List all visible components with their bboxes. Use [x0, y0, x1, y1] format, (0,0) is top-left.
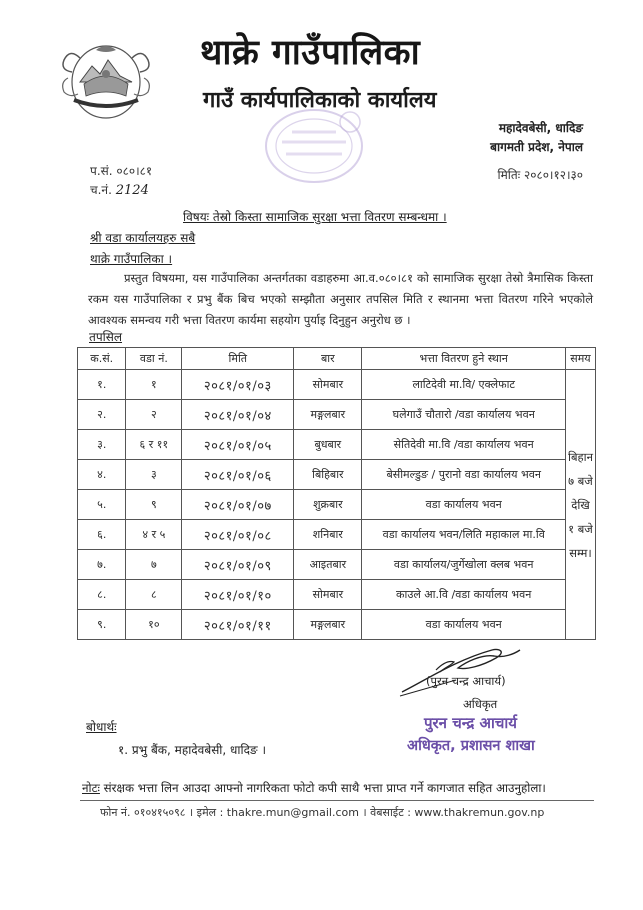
tapasil-label: तपसिल	[89, 330, 123, 344]
cell-place: वडा कार्यालय भवन	[362, 610, 566, 640]
note	[82, 780, 546, 796]
letter-subject: विषयः तेस्रो किस्ता सामाजिक सुरक्षा भत्ता वितरण सम्बन्धमा ।	[183, 210, 447, 224]
cell-day: बुधबार	[294, 430, 362, 460]
col-header-place: भत्ता वितरण हुने स्थान	[362, 348, 566, 370]
cell-ward: १०	[126, 610, 182, 640]
cell-sn: ७.	[78, 550, 126, 580]
cell-day: सोमबार	[294, 370, 362, 400]
time-line: देखि	[571, 497, 590, 512]
cell-sn: १.	[78, 370, 126, 400]
cell-date: २०८१/०१/११	[182, 610, 294, 640]
cell-day: शुक्रबार	[294, 490, 362, 520]
col-header-time: समय	[565, 348, 595, 370]
time-line: १ बजे	[568, 521, 593, 536]
table-row	[78, 490, 596, 520]
table-row	[78, 580, 596, 610]
addressee-line1: श्री वडा कार्यालयहरु सबै	[90, 231, 196, 245]
cell-sn: ५.	[78, 490, 126, 520]
cell-date: २०८१/०१/०८	[182, 520, 294, 550]
signatory-role: अधिकृत	[463, 697, 498, 711]
stamp-signatory-role: अधिकृत, प्रशासन शाखा	[407, 738, 535, 754]
distribution-schedule-table	[77, 347, 596, 640]
cell-ward: १	[126, 370, 182, 400]
cell-ward: ९	[126, 490, 182, 520]
cell-sn: ६.	[78, 520, 126, 550]
cell-place: वडा कार्यालय/जुर्गेखोला क्लब भवन	[362, 550, 566, 580]
cell-day: आइतबार	[294, 550, 362, 580]
bodhartha-label: बोधार्थः	[86, 720, 117, 734]
table-header-row	[78, 348, 596, 370]
government-emblem-icon	[50, 38, 162, 122]
cell-day: शनिबार	[294, 520, 362, 550]
table-row	[78, 430, 596, 460]
cell-date: २०८१/०१/०९	[182, 550, 294, 580]
table-row	[78, 460, 596, 490]
cell-sn: २.	[78, 400, 126, 430]
cell-day: बिहिबार	[294, 460, 362, 490]
table-row	[78, 610, 596, 640]
cell-place: बेसीमल्डुङ / पुरानो वडा कार्यालय भवन	[362, 460, 566, 490]
note-text: संरक्षक भत्ता लिन आउदा आफ्नो नागरिकता फोटो कपी साथै भत्ता प्राप्त गर्ने कागजात सहित आउनुहोला।	[99, 781, 546, 795]
faint-stamp-watermark	[258, 102, 370, 190]
cell-date: २०८१/०१/१०	[182, 580, 294, 610]
cell-sn: ९.	[78, 610, 126, 640]
col-header-date: मिति	[182, 348, 294, 370]
cell-ward: ४ र ५	[126, 520, 182, 550]
chalani-handwritten-number: 2124	[115, 183, 149, 198]
chalani-number	[90, 181, 149, 198]
footer-divider	[80, 800, 594, 801]
bodhartha-item: १. प्रभु बैंक, महादेवबेसी, धादिङ ।	[118, 743, 267, 757]
col-header-day: बार	[294, 348, 362, 370]
col-header-sn: क.सं.	[78, 348, 126, 370]
letter-date: मितिः २०८०।१२।३०	[497, 168, 583, 182]
table-row	[78, 370, 596, 400]
letter-body: प्रस्तुत विषयमा, यस गाउँपालिका अन्तर्गतका वडाहरुमा आ.व.०८०।८१ को सामाजिक सुरक्षा तेस्रो त्रैमासिक किस्ता रकम यस गाउँपालिका र प्रभु बैंक बिच भएको सम्झौता अनुसार तपसिल मिति र स्थानमा भत्ता वितरण गरिने भएकोले आवश्यक समन्वय गरी भत्ता वितरण कार्यमा सहयोग पुर्याइ दिनुहुन अनुरोध छ ।	[88, 271, 593, 327]
municipality-title: थाक्रे गाउँपालिका	[200, 33, 421, 73]
table-row	[78, 520, 596, 550]
cell-date: २०८१/०१/०५	[182, 430, 294, 460]
cell-day: सोमबार	[294, 580, 362, 610]
table-row	[78, 400, 596, 430]
cell-ward: ७	[126, 550, 182, 580]
cell-sn: ४.	[78, 460, 126, 490]
office-subtitle: गाउँ कार्यपालिकाको कार्यालय	[203, 88, 437, 113]
cell-day: मङ्गलबार	[294, 400, 362, 430]
signatory-written-name: (पुरन चन्द्र आचार्य)	[426, 674, 506, 688]
cell-time	[565, 370, 595, 640]
cell-place: वडा कार्यालय भवन	[362, 490, 566, 520]
time-line: सम्म।	[569, 545, 592, 560]
office-location-line1: महादेवबेसी, धादिङ	[498, 121, 583, 135]
cell-ward: ८	[126, 580, 182, 610]
cell-date: २०८१/०१/०३	[182, 370, 294, 400]
cell-place: सेतिदेवी मा.वि /वडा कार्यालय भवन	[362, 430, 566, 460]
time-line: बिहान	[567, 449, 593, 464]
cell-ward: ३	[126, 460, 182, 490]
patra-sankhya: प.सं. ०८०।८१	[90, 164, 153, 178]
chalani-label: च.नं.	[90, 183, 112, 197]
table-row	[78, 550, 596, 580]
cell-place: वडा कार्यालय भवन/लिति महाकाल मा.वि	[362, 520, 566, 550]
cell-day: मङ्गलबार	[294, 610, 362, 640]
cell-sn: ३.	[78, 430, 126, 460]
note-label: नोटः	[82, 781, 100, 795]
cell-place: लाटिदेवी मा.वि/ एक्लेफाट	[362, 370, 566, 400]
handwritten-signature	[396, 640, 526, 700]
cell-date: २०८१/०१/०६	[182, 460, 294, 490]
cell-place: काउले आ.वि /वडा कार्यालय भवन	[362, 580, 566, 610]
cell-date: २०८१/०१/०७	[182, 490, 294, 520]
cell-ward: ६ र ११	[126, 430, 182, 460]
cell-sn: ८.	[78, 580, 126, 610]
footer-contact: फोन नं. ०१०४१५०९८ । इमेल : thakre.mun@gmail.com । वेबसाईट : www.thakremun.gov.np	[100, 806, 545, 819]
cell-ward: २	[126, 400, 182, 430]
time-line: ७ बजे	[568, 473, 593, 488]
cell-place: घलेगाउँ चौतारो /वडा कार्यालय भवन	[362, 400, 566, 430]
addressee-line2: थाक्रे गाउँपालिका ।	[90, 252, 173, 266]
col-header-ward: वडा नं.	[126, 348, 182, 370]
cell-date: २०८१/०१/०४	[182, 400, 294, 430]
office-location-line2: बागमती प्रदेश, नेपाल	[490, 140, 583, 154]
stamp-signatory-name: पुरन चन्द्र आचार्य	[424, 714, 517, 732]
